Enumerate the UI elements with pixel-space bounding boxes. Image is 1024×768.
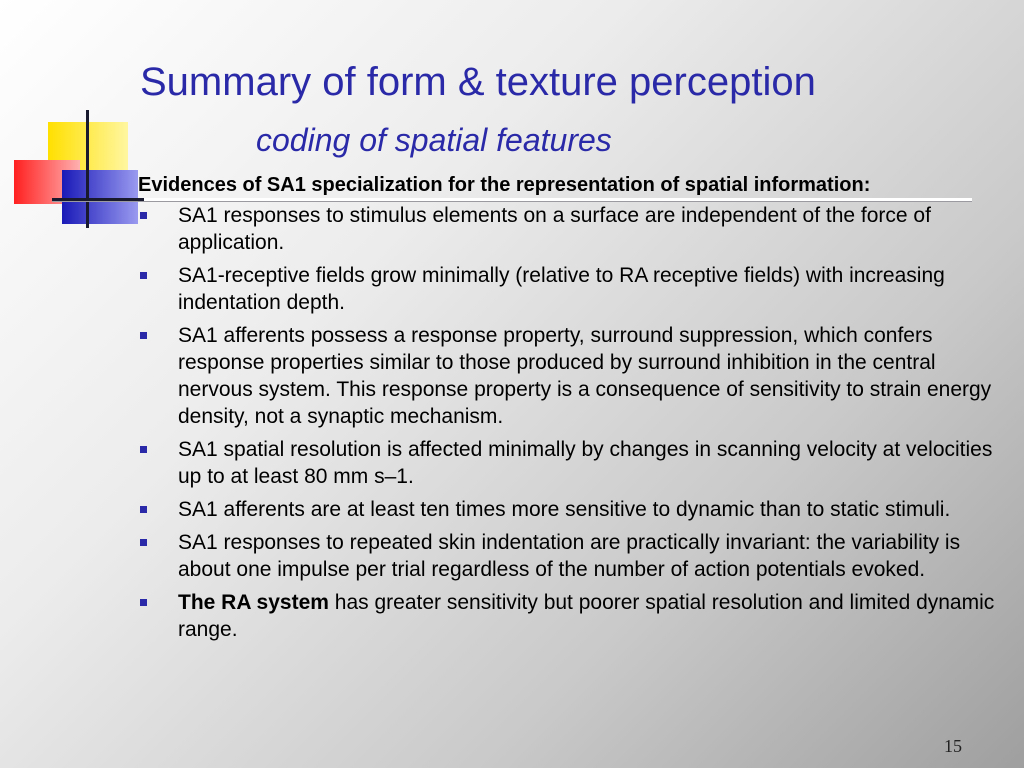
bullet-text: SA1 afferents possess a response property, surround suppression, which confers response properties similar to those produced by surround inhibition in the central nervous system. This response property is a consequence of sensitivity to strain energy density, not a synaptic mechanism. (178, 324, 992, 428)
square-bullet-icon (140, 506, 147, 513)
decor-horizontal-line (52, 198, 144, 201)
page-number: 15 (944, 736, 962, 756)
bullet-list (138, 202, 998, 643)
square-bullet-icon (140, 272, 147, 279)
bullet-item (138, 589, 998, 643)
bullet-item (138, 202, 998, 256)
bullet-item (138, 496, 998, 523)
slide-subtitle: coding of spatial features (256, 122, 612, 158)
section-heading: Evidences of SA1 specialization for the representation of spatial information: (138, 174, 871, 196)
square-bullet-icon (140, 332, 147, 339)
bullet-text: SA1-receptive fields grow minimally (relative to RA receptive fields) with increasing indentation depth. (178, 264, 945, 314)
bullet-text: SA1 spatial resolution is affected minimally by changes in scanning velocity at velocities up to at least 80 mm s–1. (178, 438, 993, 488)
square-bullet-icon (140, 446, 147, 453)
bullet-item (138, 262, 998, 316)
bullet-text: SA1 responses to repeated skin indentation are practically invariant: the variability is about one impulse per trial regardless of the number of action potentials evoked. (178, 531, 961, 581)
bullet-item (138, 436, 998, 490)
bullet-item (138, 322, 998, 430)
bullet-text: SA1 responses to stimulus elements on a surface are independent of the force of application. (178, 204, 931, 254)
bullet-text: has greater sensitivity but poorer spatial resolution and limited dynamic range. (178, 591, 995, 641)
bullet-item (138, 529, 998, 583)
square-bullet-icon (140, 212, 147, 219)
slide-title: Summary of form & texture perception (140, 60, 816, 104)
decor-blue-square (62, 170, 138, 224)
bullet-text: SA1 afferents are at least ten times more sensitive to dynamic than to static stimuli. (178, 498, 951, 521)
slide-body (138, 172, 998, 649)
square-bullet-icon (140, 599, 147, 606)
decor-vertical-line (86, 110, 89, 228)
square-bullet-icon (140, 539, 147, 546)
bullet-bold-text: The RA system (178, 591, 329, 614)
